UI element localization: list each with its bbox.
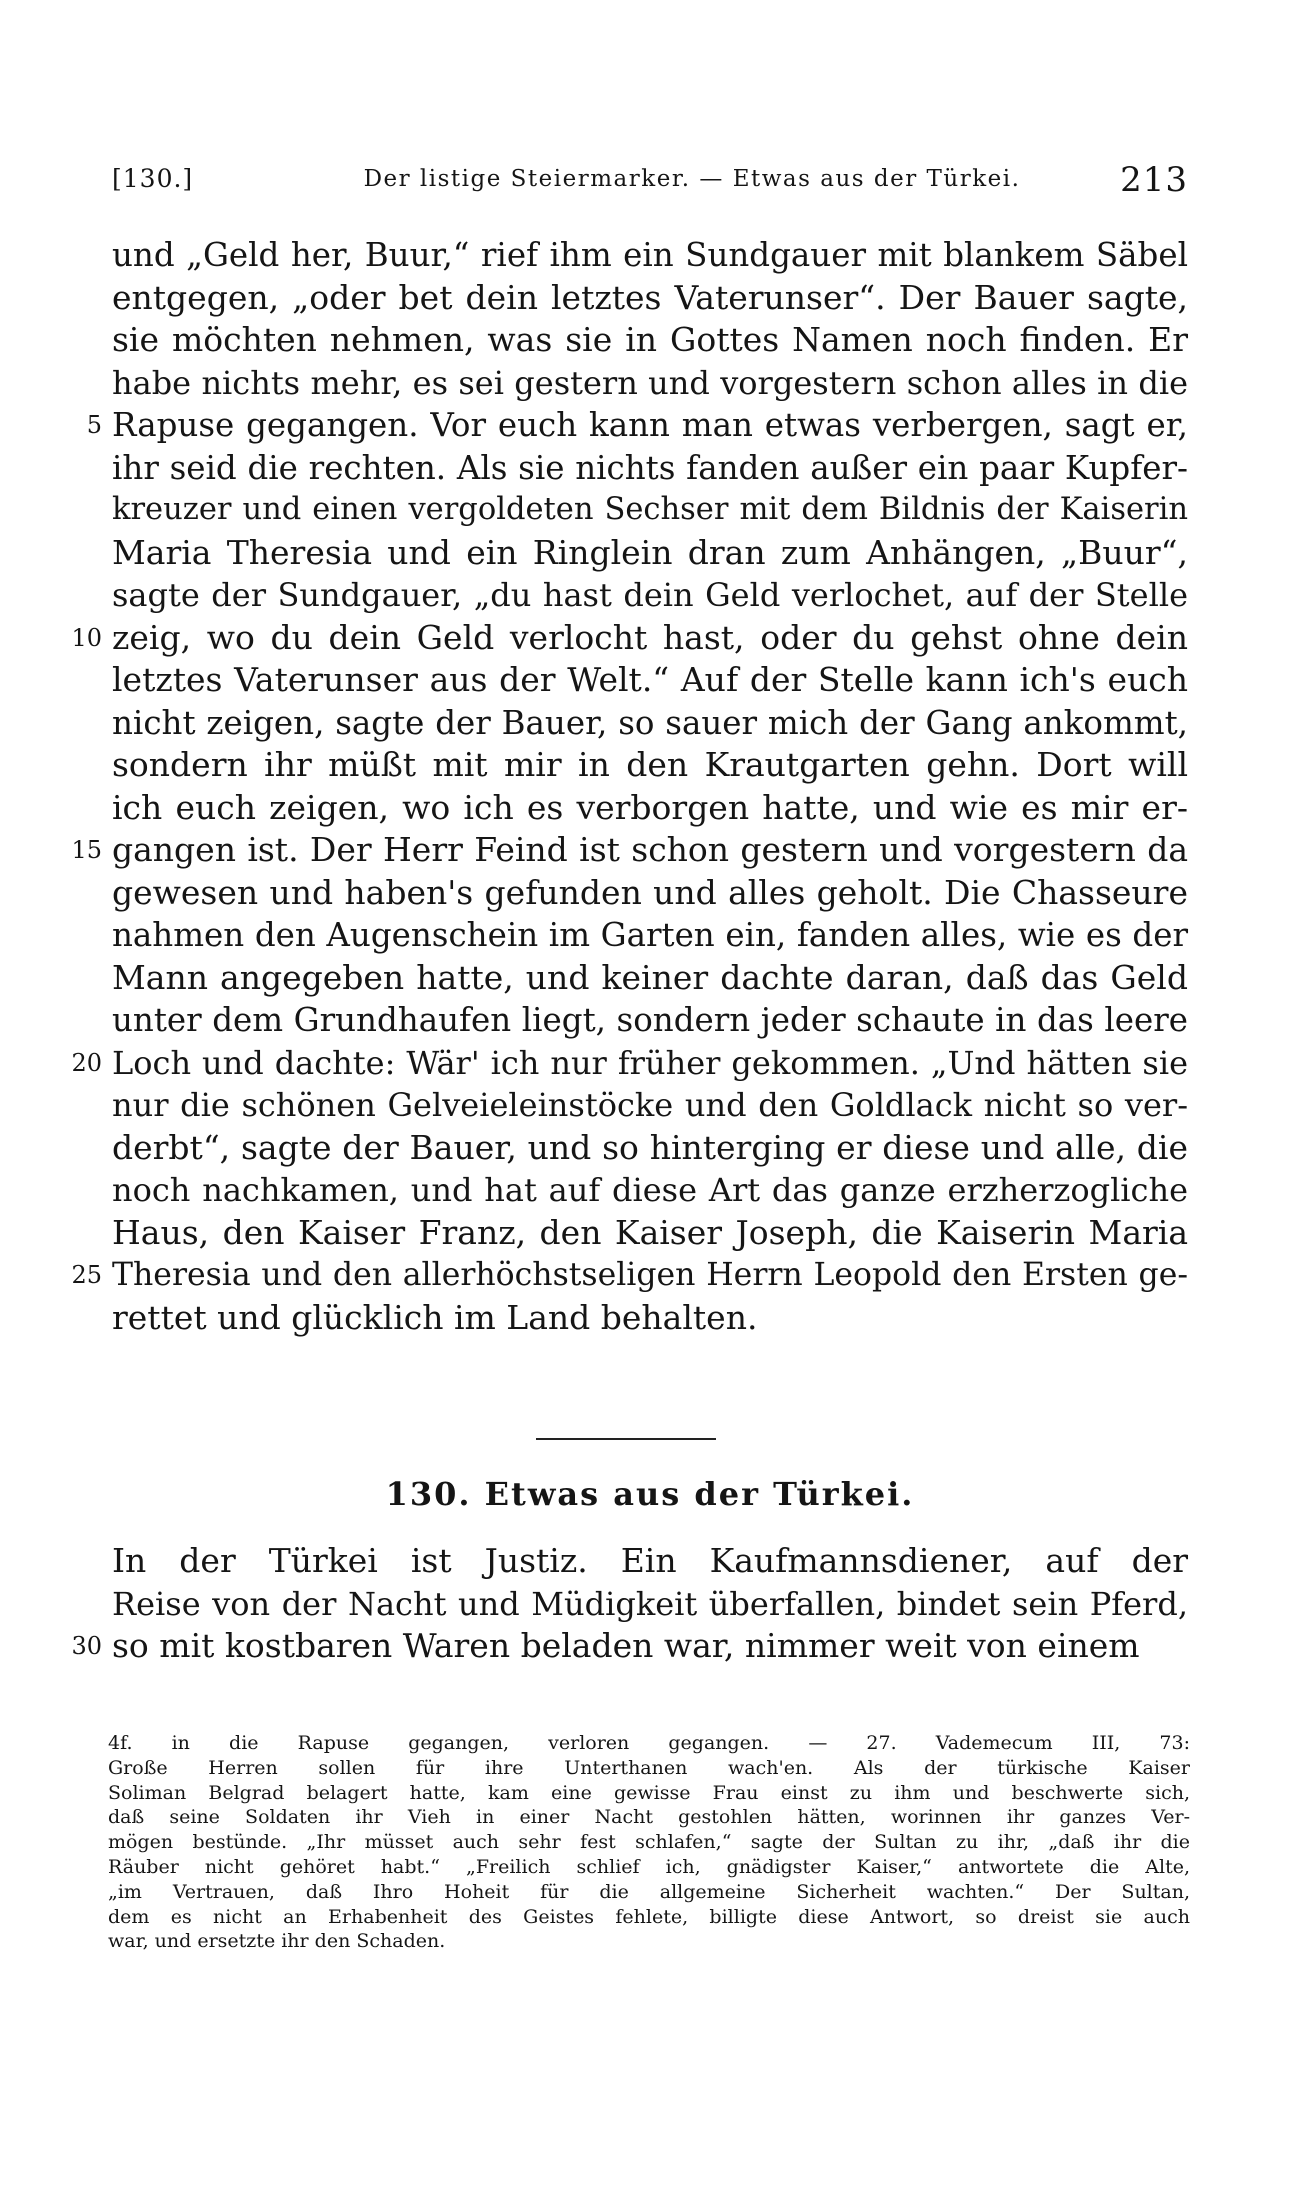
text-line — [112, 787, 1188, 830]
footnote-line: mögen bestünde. „Ihr müsset auch sehr fest schlafen,“ sagte der Sultan zu ihr, „daß ihr die — [108, 1831, 1190, 1854]
line-text: nur die schönen Gelveieleinstöcke und den Goldlack nicht so ver- — [112, 1086, 1188, 1124]
line-text: habe nichts mehr, es sei gestern und vorgestern schon alles in die — [112, 363, 1188, 402]
text-line — [112, 872, 1188, 915]
text-line — [112, 1169, 1188, 1212]
text-line — [112, 319, 1188, 362]
text-line — [112, 1583, 1188, 1626]
line-text: sie möchten nehmen, was sie in Gottes Namen noch finden. Er — [112, 320, 1188, 359]
line-text: sagte der Sundgauer, „du hast dein Geld verlochet, auf der Stelle — [112, 576, 1188, 614]
line-text: Haus, den Kaiser Franz, den Kaiser Joseph, die Kaiserin Maria — [112, 1212, 1188, 1252]
line-text: rettet und glücklich im Land behalten. — [112, 1297, 758, 1337]
text-line — [112, 957, 1188, 1000]
text-line — [112, 1540, 1188, 1583]
line-text: Theresia und den allerhöchstseligen Herrn Leopold den Ersten ge- — [112, 1257, 1188, 1293]
line-text: Rapuse gegangen. Vor euch kann man etwas verbergen, sagt er, — [112, 406, 1188, 444]
line-text: gewesen und haben's gefunden und alles geholt. Die Chasseure — [112, 872, 1188, 912]
running-header — [112, 160, 1188, 204]
section-divider — [536, 1438, 716, 1440]
line-text: derbt“, sagte der Bauer, und so hinterging er diese und alle, die — [112, 1127, 1188, 1167]
line-text: Reise von der Nacht und Müdigkeit überfallen, bindet sein Pferd, — [112, 1584, 1188, 1623]
line-text: entgegen, „oder bet dein letztes Vaterunser“. Der Bauer sagte, — [112, 277, 1188, 317]
text-line — [71, 1625, 1188, 1668]
text-line — [112, 914, 1188, 957]
running-title: Der listige Steiermarker. — Etwas aus der Türkei. — [363, 166, 1021, 192]
text-line — [112, 1212, 1188, 1255]
line-text: gangen ist. Der Herr Feind ist schon gestern und vorgestern da — [112, 830, 1188, 869]
line-text: kreuzer und einen vergoldeten Sechser mit dem Bildnis der Kaiserin — [112, 492, 1188, 527]
footnote-line: daß seine Soldaten ihr Vieh in einer Nacht gestohlen hätten, worinnen ihr ganzes Ver- — [108, 1806, 1190, 1829]
text-line — [112, 659, 1188, 702]
line-text: so mit kostbaren Waren beladen war, nimmer weit von einem — [112, 1626, 1140, 1665]
line-number: 20 — [71, 1048, 102, 1077]
line-text: Mann angegeben hatte, und keiner dachte daran, daß das Geld — [112, 957, 1188, 997]
line-number: 15 — [71, 836, 102, 864]
text-line — [112, 1084, 1188, 1127]
line-text: unter dem Grundhaufen liegt, sondern jeder schaute in das leere — [112, 1001, 1188, 1039]
text-line — [112, 234, 1188, 277]
text-line — [86, 404, 1188, 447]
text-line — [71, 617, 1188, 660]
footnote-line: 4f. in die Rapuse gegangen, verloren gegangen. — 27. Vademecum III, 73: — [108, 1732, 1190, 1754]
line-text: letztes Vaterunser aus der Welt.“ Auf der Stelle kann ich's euch — [112, 660, 1188, 699]
line-number: 10 — [71, 623, 102, 652]
line-number: 5 — [86, 411, 102, 439]
text-line — [112, 1297, 1188, 1340]
text-line — [112, 489, 1188, 532]
line-text: nahmen den Augenschein im Garten ein, fanden alles, wie es der — [112, 916, 1188, 954]
line-text: zeig, wo du dein Geld verlocht hast, oder du gehst ohne dein — [112, 617, 1188, 657]
page-number: 213 — [1120, 160, 1188, 200]
section-marker: [130.] — [112, 164, 194, 193]
section-heading: 130. Etwas aus der Türkei. — [385, 1475, 915, 1513]
line-text: und „Geld her, Buur,“ rief ihm ein Sundgauer mit blankem Säbel — [112, 236, 1188, 274]
line-text: In der Türkei ist Justiz. Ein Kaufmannsdiener, auf der — [112, 1541, 1188, 1580]
line-text: ich euch zeigen, wo ich es verborgen hatte, und wie es mir er- — [112, 787, 1188, 827]
text-line — [112, 1127, 1188, 1170]
line-text: nicht zeigen, sagte der Bauer, so sauer mich der Gang ankommt, — [112, 703, 1188, 742]
section-text-block — [71, 1540, 1188, 1668]
footnotes-block — [108, 1731, 1190, 1954]
line-number: 30 — [71, 1632, 102, 1660]
text-line — [112, 702, 1188, 745]
text-line — [112, 744, 1188, 787]
text-line — [112, 447, 1188, 490]
footnote-line: Räuber nicht gehöret habt.“ „Freilich schlief ich, gnädigster Kaiser,“ antwortete die Alte, — [108, 1855, 1190, 1878]
text-line — [112, 532, 1188, 575]
text-line — [112, 999, 1188, 1042]
text-line — [71, 829, 1188, 872]
text-line — [112, 277, 1188, 320]
line-text: Maria Theresia und ein Ringlein dran zum Anhängen, „Buur“, — [112, 532, 1188, 572]
text-line — [112, 574, 1188, 617]
line-text: noch nachkamen, und hat auf diese Art das ganze erzherzogliche — [112, 1171, 1188, 1209]
text-line — [71, 1254, 1188, 1297]
footnote-line: war, und ersetzte ihr den Schaden. — [108, 1930, 446, 1953]
footnote-line: Soliman Belgrad belagert hatte, kam eine gewisse Frau einst zu ihm und beschwerte sich, — [108, 1781, 1190, 1804]
line-text: ihr seid die rechten. Als sie nichts fanden außer ein paar Kupfer- — [112, 448, 1188, 487]
text-line — [71, 1042, 1188, 1085]
line-text: Loch und dachte: Wär' ich nur früher gekommen. „Und hätten sie — [112, 1043, 1188, 1082]
text-line — [112, 362, 1188, 405]
footnote-line: Große Herren sollen für ihre Unterthanen wach'en. Als der türkische Kaiser — [108, 1756, 1190, 1779]
footnote-line: „im Vertrauen, daß Ihro Hoheit für die allgemeine Sicherheit wachten.“ Der Sultan, — [108, 1880, 1190, 1903]
line-number: 25 — [71, 1261, 102, 1289]
main-text-block — [71, 234, 1188, 1339]
line-text: sondern ihr müßt mit mir in den Krautgarten gehn. Dort will — [112, 745, 1188, 784]
footnote-line: dem es nicht an Erhabenheit des Geistes fehlete, billigte diese Antwort, so dreist sie auch — [108, 1905, 1190, 1928]
